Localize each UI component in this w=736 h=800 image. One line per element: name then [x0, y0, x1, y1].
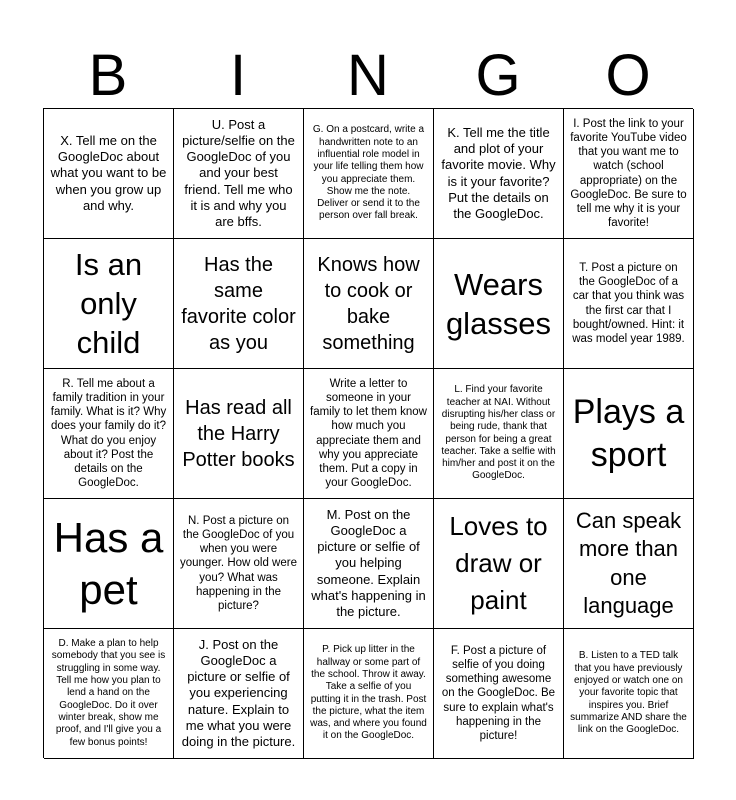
cell-text: P. Pick up litter in the hallway or some part of the school. Throw it away. Take a selfie of you putting it in the trash. Post the picture, what the item was, and where you found it on the GoogleDoc.: [310, 644, 427, 742]
cell-text: Loves to draw or paint: [449, 511, 548, 615]
cell-text: Has a pet: [53, 513, 164, 613]
cell-text: T. Post a picture on the GoogleDoc of a car that you think was the first car that I bought/owned. Hint: it was model year 1989.: [572, 261, 685, 345]
bingo-cell[interactable]: [174, 369, 304, 499]
header-letter-g: G: [475, 43, 521, 108]
cell-text: N. Post a picture on the GoogleDoc of you when you were younger. How old were you? What was happening in the picture?: [180, 514, 297, 612]
cell-text: Is an only child: [74, 247, 143, 360]
cell-text: F. Post a picture of selfie of you doing something awesome on the GoogleDoc. Be sure to explain what's happening in the picture!: [441, 644, 556, 742]
header-letter-b: B: [88, 43, 128, 108]
bingo-cell[interactable]: [44, 239, 174, 369]
bingo-cell[interactable]: [44, 109, 174, 239]
cell-text: Write a letter to someone in your family to let them know how much you appreciate them and why you appreciate them. Put a copy in your GoogleDoc.: [310, 377, 427, 490]
cell-text: Has the same favorite color as you: [181, 253, 296, 354]
bingo-cell[interactable]: [434, 499, 564, 629]
cell-text: D. Make a plan to help somebody that you see is struggling in some way. Tell me how you plan to lend a hand on the GoogleDoc. Do it over winter break, show me proof, and I'll give you a few bonus points!: [51, 638, 166, 748]
header-letter-i: I: [229, 43, 247, 108]
bingo-cell[interactable]: [434, 109, 564, 239]
bingo-cell[interactable]: [304, 109, 434, 239]
cell-text: J. Post on the GoogleDoc a picture or selfie of you experiencing nature. Explain to me what you were doing in the picture.: [181, 636, 296, 749]
bingo-cell[interactable]: [174, 239, 304, 369]
bingo-cell[interactable]: [304, 369, 434, 499]
cell-text: G. On a postcard, write a handwritten note to an influential role model in your life telling them how you appreciate them. Show me the note. Deliver or send it to the person over fall break.: [312, 124, 425, 222]
header-letter-o: O: [605, 43, 651, 108]
bingo-cell[interactable]: [304, 499, 434, 629]
bingo-cell[interactable]: [564, 369, 694, 499]
cell-text: Knows how to cook or bake something: [317, 253, 420, 354]
bingo-cell[interactable]: [304, 239, 434, 369]
bingo-cell[interactable]: [564, 109, 694, 239]
bingo-cell[interactable]: [434, 369, 564, 499]
cell-text: L. Find your favorite teacher at NAI. Without disrupting his/her class or being rude, thank that person for being a great teacher. Take a selfie with him/her and post it on the GoogleDoc.: [441, 384, 556, 482]
bingo-cell[interactable]: [44, 499, 174, 629]
bingo-cell[interactable]: [174, 109, 304, 239]
bingo-cell[interactable]: [564, 629, 694, 759]
bingo-header: [43, 44, 693, 108]
bingo-cell[interactable]: [434, 629, 564, 759]
cell-text: Wears glasses: [445, 266, 552, 341]
bingo-cell[interactable]: [564, 499, 694, 629]
cell-text: Has read all the Harry Potter books: [182, 396, 295, 471]
bingo-cell[interactable]: [174, 629, 304, 759]
cell-text: R. Tell me about a family tradition in your family. What is it? Why does your family do it? What do you enjoy about it? Post the details on the GoogleDoc.: [50, 377, 167, 490]
cell-text: Plays a sport: [572, 392, 685, 474]
cell-text: Can speak more than one language: [575, 507, 682, 618]
cell-text: K. Tell me the title and plot of your favorite movie. Why is it your favorite? Put the details on the GoogleDoc.: [441, 124, 556, 221]
bingo-cell[interactable]: [44, 369, 174, 499]
cell-text: X. Tell me on the GoogleDoc about what you want to be when you grow up and why.: [50, 132, 167, 213]
header-letter-n: N: [347, 43, 389, 108]
cell-text: U. Post a picture/selfie on the GoogleDoc of you and your best friend. Tell me who it is and why you are bffs.: [182, 116, 295, 229]
cell-text: I. Post the link to your favorite YouTube video that you want me to watch (school appropriate) on the GoogleDoc. Be sure to tell me why it is your favorite!: [570, 117, 687, 230]
bingo-board: [43, 108, 693, 758]
bingo-cell[interactable]: [304, 629, 434, 759]
bingo-cell[interactable]: [564, 239, 694, 369]
bingo-cell[interactable]: [44, 629, 174, 759]
bingo-cell[interactable]: [174, 499, 304, 629]
cell-text: B. Listen to a TED talk that you have previously enjoyed or watch one on your favorite topic that inspires you. Brief summarize AND share the link on the GoogleDoc.: [570, 650, 687, 736]
bingo-cell[interactable]: [434, 239, 564, 369]
cell-text: M. Post on the GoogleDoc a picture or selfie of you helping someone. Explain what's happening in the picture.: [311, 506, 426, 619]
